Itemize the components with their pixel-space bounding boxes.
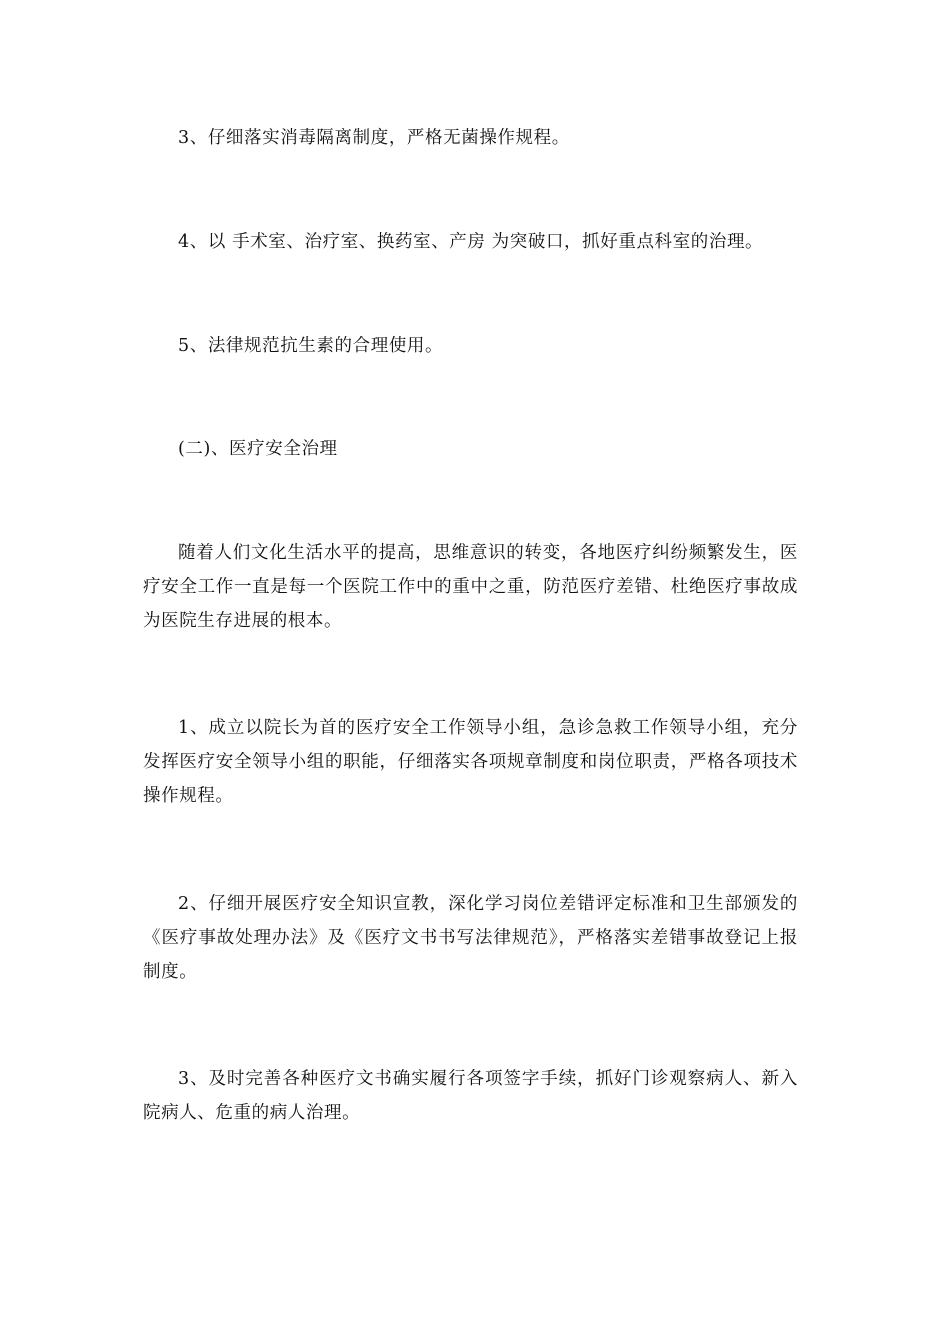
paragraph-medical-safety-intro: 随着人们文化生活水平的提高，思维意识的转变，各地医疗纠纷频繁发生，医疗安全工作一直是每一个医院工作中的重中之重，防范医疗差错、杜绝医疗事故成为医院生存进展的根本。 bbox=[143, 543, 798, 631]
paragraph-key-departments: 4、以 手术室、治疗室、换药室、产房 为突破口，抓好重点科室的治理。 bbox=[178, 232, 764, 252]
section-heading-medical-safety: (二)、医疗安全治理 bbox=[178, 439, 338, 459]
paragraph-safety-education: 2、仔细开展医疗安全知识宣教，深化学习岗位差错评定标准和卫生部颁发的《医疗事故处理办法》及《医疗文书书写法律规范》，严格落实差错事故登记上报制度。 bbox=[143, 894, 798, 982]
paragraph-antibiotics: 5、法律规范抗生素的合理使用。 bbox=[178, 336, 444, 356]
paragraph-disinfection: 3、仔细落实消毒隔离制度，严格无菌操作规程。 bbox=[178, 128, 570, 148]
paragraph-leadership-group: 1、成立以院长为首的医疗安全工作领导小组，急诊急救工作领导小组，充分发挥医疗安全领导小组的职能，仔细落实各项规章制度和岗位职责，严格各项技术操作规程。 bbox=[143, 718, 798, 806]
paragraph-medical-documents: 3、及时完善各种医疗文书确实履行各项签字手续，抓好门诊观察病人、新入院病人、危重的病人治理。 bbox=[143, 1069, 798, 1123]
